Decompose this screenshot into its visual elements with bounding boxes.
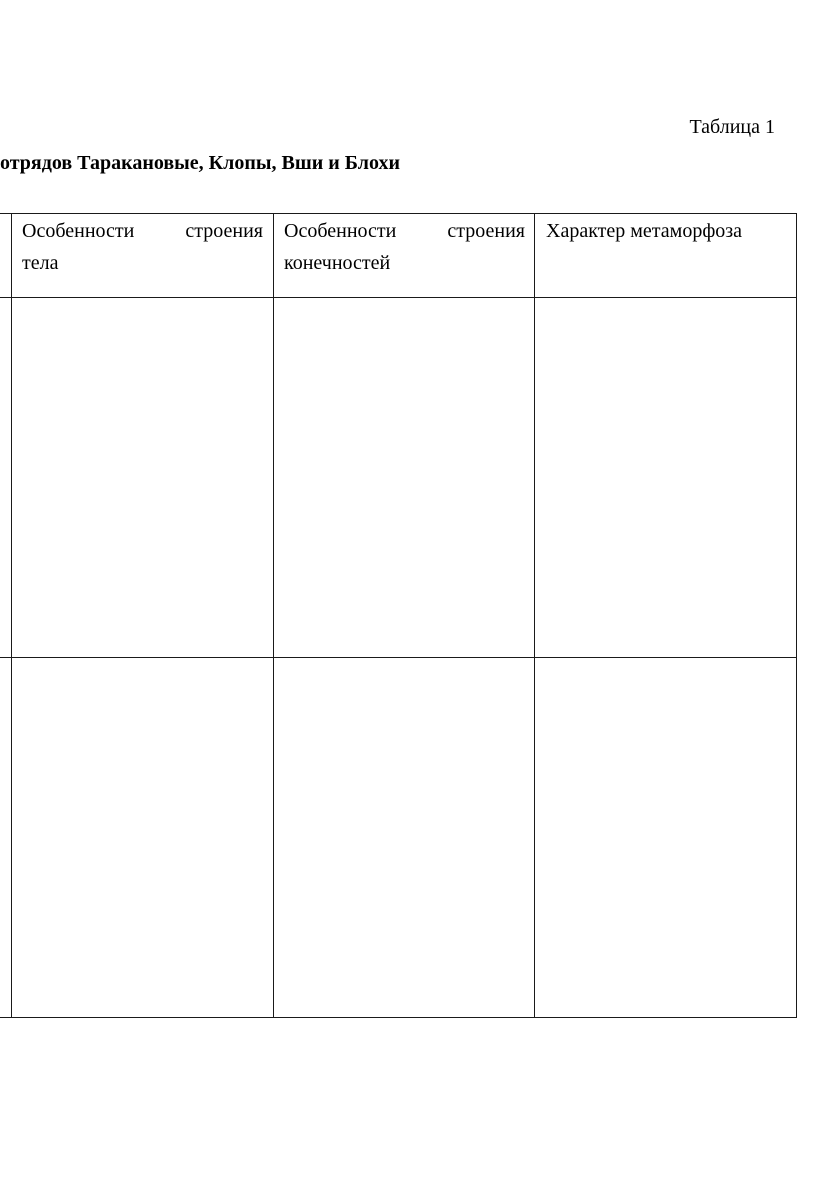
header-limb-structure: [284, 215, 525, 279]
table-cell-r1-c2[interactable]: [274, 298, 534, 657]
table-number-label: Таблица 1: [689, 116, 775, 138]
header-metamorphosis-line1: Характер метаморфоза: [546, 220, 743, 242]
table-cell-r2-c2[interactable]: [274, 658, 534, 1017]
header-body-structure-line2: тела: [22, 252, 59, 274]
header-body-structure: [22, 215, 263, 279]
table-title: отрядов Таракановые, Клопы, Вши и Блохи: [0, 152, 401, 174]
header-limb-structure-line1: Особенности строения: [284, 220, 525, 242]
table-cell-r2-c1[interactable]: [12, 658, 273, 1017]
header-metamorphosis: [546, 215, 791, 247]
table-cell-r2-c3[interactable]: [535, 658, 796, 1017]
header-body-structure-line1: Особенности строения: [22, 220, 263, 242]
table-border-bottom: [0, 1017, 797, 1018]
table-border-top: [0, 213, 797, 214]
table-cell-r1-c3[interactable]: [535, 298, 796, 657]
table-border-right: [796, 213, 797, 1018]
table-cell-r1-c1[interactable]: [12, 298, 273, 657]
comparison-table: [0, 213, 797, 1018]
header-limb-structure-line2: конечностей: [284, 252, 391, 274]
